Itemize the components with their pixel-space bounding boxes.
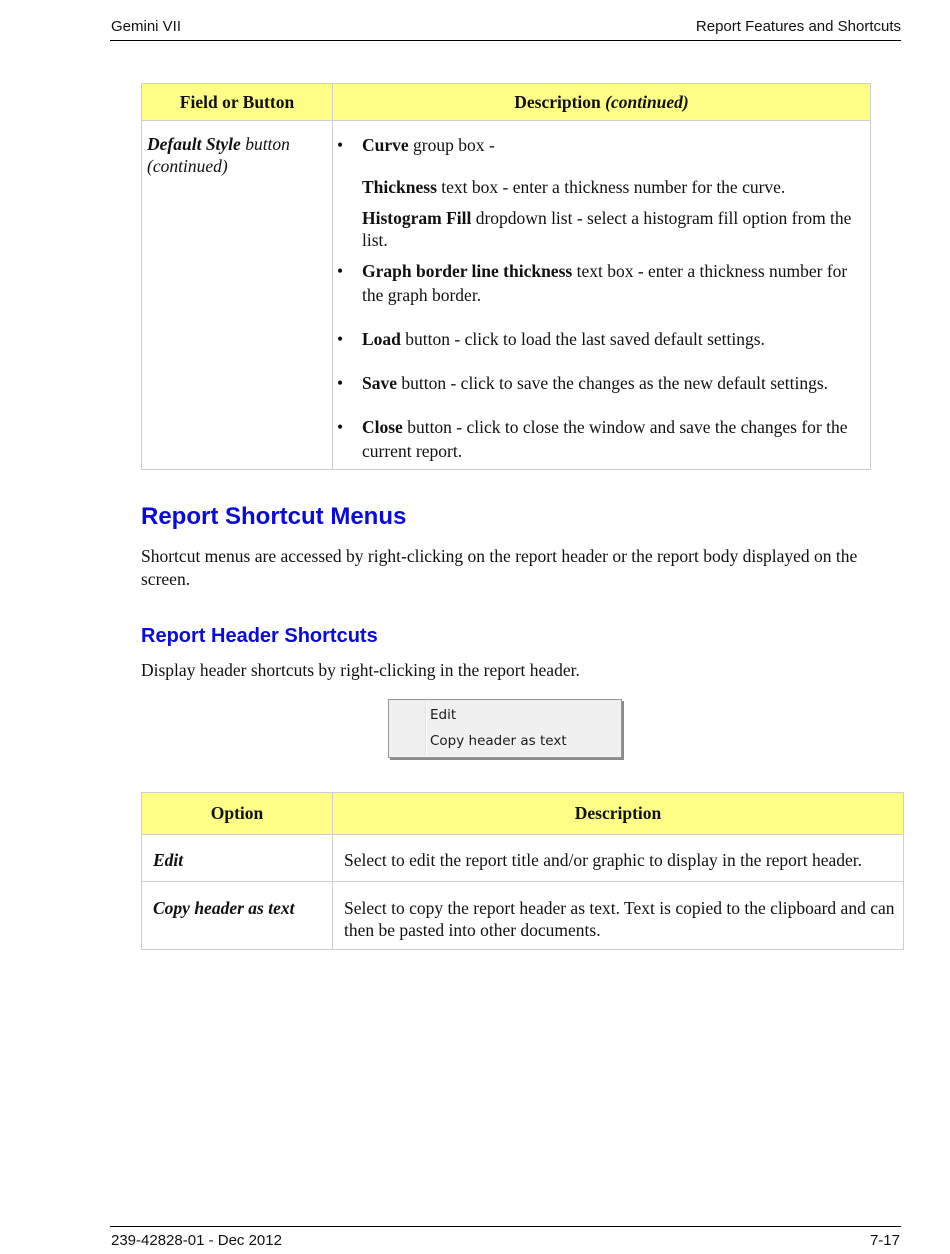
header-shortcuts-table <box>141 792 904 950</box>
col-header-continued: (continued) <box>605 91 689 112</box>
item-term: Close <box>362 417 403 437</box>
col-header-description: Description <box>333 793 904 835</box>
list-subitem <box>337 207 862 251</box>
field-name: Default Style <box>147 134 241 154</box>
item-term: Graph border line thickness <box>362 261 573 281</box>
table-header-row <box>142 84 871 121</box>
item-term: Thickness <box>362 177 437 197</box>
bullet-icon: • <box>337 373 344 393</box>
list-item <box>337 371 862 395</box>
list-item <box>337 133 862 157</box>
bullet-icon: • <box>337 135 344 155</box>
item-text: group box - <box>408 135 495 155</box>
description-cell: Select to edit the report title and/or graphic to display in the report header. <box>333 835 904 882</box>
menu-icon-gutter <box>425 702 427 755</box>
item-text: button - click to load the last saved default settings. <box>400 329 765 349</box>
subsection-title: Report Header Shortcuts <box>141 625 378 647</box>
item-text: button - click to close the window and save the changes for the current report. <box>362 417 848 461</box>
bullet-icon: • <box>337 417 344 437</box>
item-text: text box - enter a thickness number for the curve. <box>436 177 786 197</box>
col-header-description <box>333 84 871 121</box>
col-header-description-text: Description <box>514 91 601 112</box>
section-intro: Shortcut menus are accessed by right-clicking on the report header or the report body displayed on the screen. <box>141 546 858 589</box>
item-text: dropdown list - select a histogram fill option from the list. <box>362 208 852 250</box>
subsection-intro: Display header shortcuts by right-clicking in the report header. <box>141 660 580 680</box>
bullet-icon: • <box>337 329 344 349</box>
col-header-option: Option <box>142 793 333 835</box>
list-item <box>337 259 862 307</box>
field-type: button <box>245 134 290 154</box>
header-doc-title: Gemini VII <box>111 18 182 35</box>
footer-doc-number: 239-42828-01 - Dec 2012 <box>111 1232 282 1249</box>
item-term: Histogram Fill <box>362 208 472 228</box>
field-cell <box>142 121 333 470</box>
description-cell <box>333 121 871 470</box>
default-style-table <box>141 83 871 470</box>
bullet-icon: • <box>337 261 344 281</box>
col-header-field: Field or Button <box>142 84 333 121</box>
option-cell: Edit <box>142 835 333 882</box>
list-subitem <box>337 176 862 198</box>
field-continued: (continued) <box>147 156 228 176</box>
table-header-row <box>142 793 904 835</box>
table-row <box>142 882 904 950</box>
header-chapter-title: Report Features and Shortcuts <box>695 18 901 35</box>
header-shortcut-menu <box>388 699 622 758</box>
item-text: button - click to save the changes as the new default settings. <box>397 373 829 393</box>
item-term: Load <box>362 329 401 349</box>
menu-item-edit[interactable]: Edit <box>430 707 457 723</box>
item-term: Save <box>362 373 397 393</box>
menu-item-copy-header[interactable]: Copy header as text <box>430 733 567 749</box>
running-footer <box>110 1226 901 1249</box>
list-item <box>337 327 862 351</box>
description-cell: Select to copy the report header as text. Text is copied to the clipboard and can then be pasted into other documents. <box>333 882 904 950</box>
item-term: Curve <box>362 135 409 155</box>
page-number: 7-17 <box>869 1232 900 1249</box>
section-title: Report Shortcut Menus <box>141 503 407 530</box>
list-item <box>337 415 862 463</box>
table-row <box>142 835 904 882</box>
option-cell: Copy header as text <box>142 882 333 950</box>
running-header <box>110 16 901 41</box>
table-row <box>142 121 871 470</box>
item-text: text box - enter a thickness number for the graph border. <box>362 261 848 305</box>
